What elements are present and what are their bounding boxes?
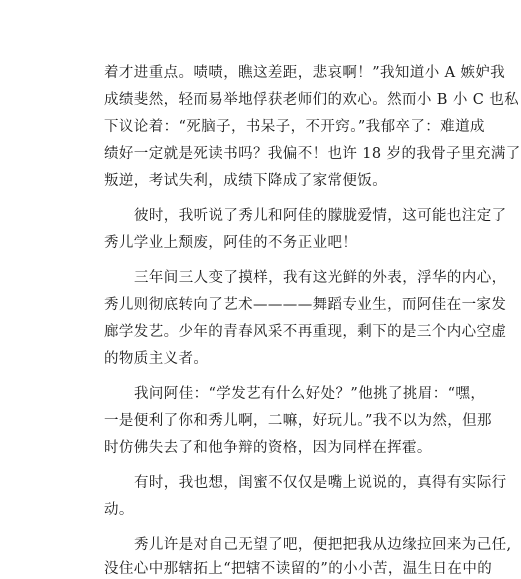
text-line: 有时，我也想，闺蜜不仅仅是嘴上说说的，真得有实际行 [134,475,507,491]
text-line: 我问阿佳：“学发艺有什么好处？”他挑了挑眉：“嘿， [134,386,486,402]
text-line: 成绩斐然，轻而易举地俘获老师们的欢心。然而小 B 小 C 也私 [104,92,520,108]
text-line: 一是便利了你和秀儿啊，二嘛，好玩儿。”我不以为然，但那 [104,413,492,429]
text-line: 动。 [104,502,134,518]
text-line: 叛逆，考试失利，成绩下降成了家常便饭。 [104,173,388,189]
text-line: 时仿佛失去了和他争辩的资格，因为同样在挥霍。 [104,440,432,456]
text-line: 三年间三人变了摸样，我有这光鲜的外表，浮华的内心， [134,270,507,286]
text-line: 下议论着：“死脑子，书呆子，不开窍。”我郁卒了：难道成 [104,119,485,135]
text-line: 秀儿则彻底转向了艺术————舞蹈专业生，而阿佳在一家发 [104,297,507,313]
text-line: 秀儿许是对自己无望了吧，便把把我从边缘拉回来为己任, [134,537,512,553]
text-line: 廊学发艺。少年的青春风采不再重现，剩下的是三个内心空虚 [104,324,507,340]
text-line: 绩好一定就是死读书吗？我偏不！也许 18 岁的我骨子里充满了 [104,146,521,162]
text-line: 秀儿学业上颓废，阿佳的不务正业吧！ [104,235,358,251]
text-line: 没住心中那辖拓上“把辖不读留的”的小小苦，温生日在中的 [104,561,493,577]
text-line: 的物质主义者。 [104,351,209,367]
text-line: 着才进重点。啧啧，瞧这差距，悲哀啊！”我知道小 A 嫉妒我 [104,65,506,81]
text-line: 彼时，我听说了秀儿和阿佳的朦胧爱情，这可能也注定了 [134,208,507,224]
